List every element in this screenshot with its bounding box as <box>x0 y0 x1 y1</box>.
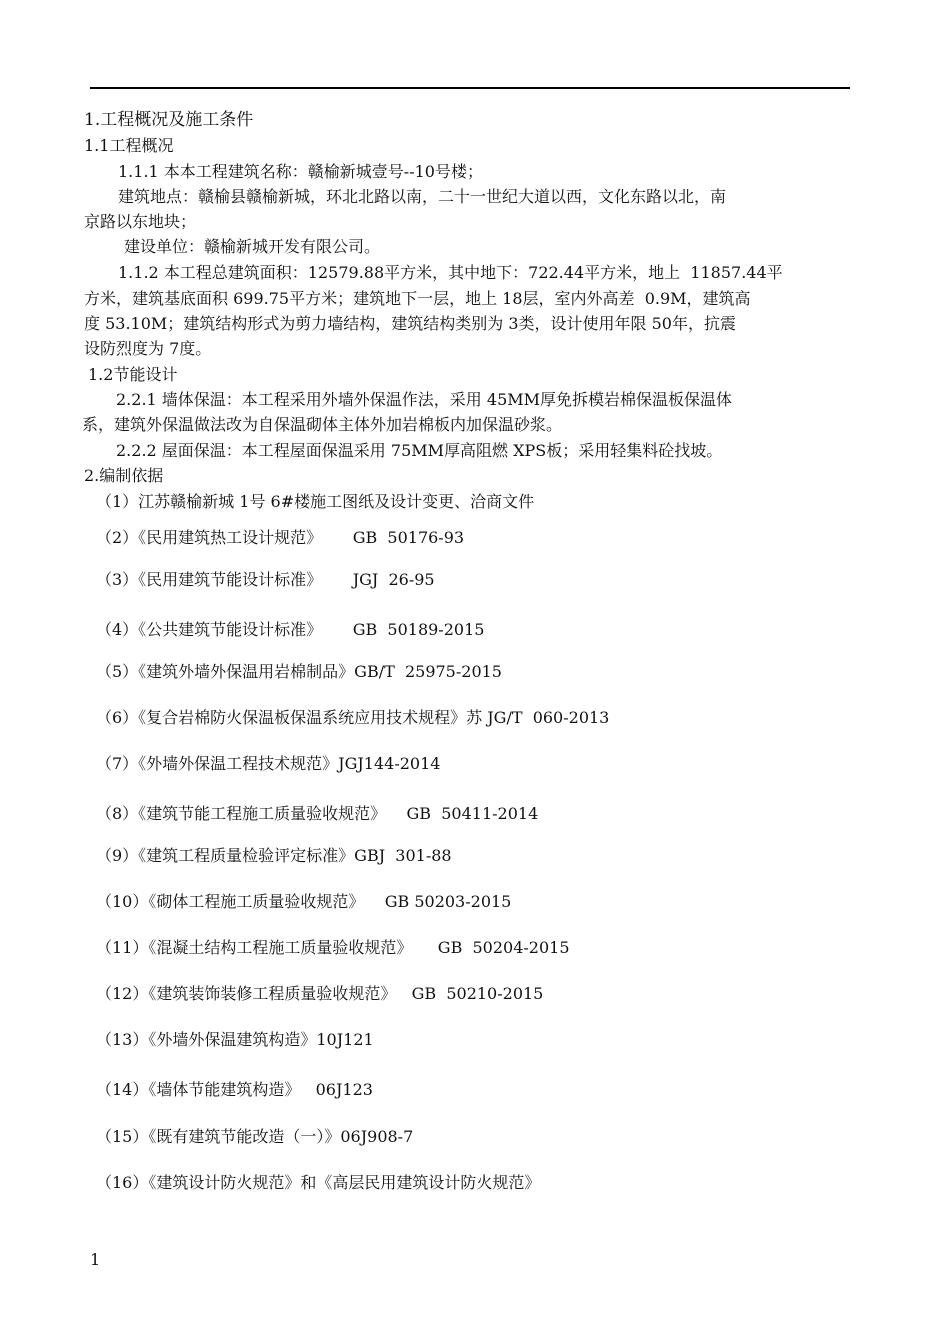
paragraph-2-2-1-line-1: 2.2.1 墙体保温：本工程采用外墙外保温作法，采用 45MM厚免拆模岩棉保温板保温体 <box>116 390 733 409</box>
paragraph-1-1-2-line-3: 度 53.10M；建筑结构形式为剪力墙结构，建筑结构类别为 3类，设计使用年限 50年，抗震 <box>84 314 736 333</box>
paragraph-1-1-1-location-1: 建筑地点：赣榆县赣榆新城，环北北路以南，二十一世纪大道以西，文化东路以北，南 <box>118 187 727 206</box>
paragraph-1-1-2-line-4: 设防烈度为 7度。 <box>84 339 212 358</box>
reference-item: （13）《外墙外保温建筑构造》10J121 <box>96 1030 374 1049</box>
paragraph-2-2-2: 2.2.2 屋面保温：本工程屋面保温采用 75MM厚高阻燃 XPS板；采用轻集料砼找坡。 <box>116 441 723 460</box>
reference-item: （1）江苏赣榆新城 1号 6#楼施工图纸及设计变更、洽商文件 <box>96 492 535 511</box>
reference-item: （15）《既有建筑节能改造（一）》06J908-7 <box>96 1127 414 1146</box>
reference-item: （14）《墙体节能建筑构造》 06J123 <box>96 1080 373 1099</box>
paragraph-1-1-2-line-1: 1.1.2 本工程总建筑面积：12579.88平方米，其中地下：722.44平方米，地上 11857.44平 <box>118 263 783 282</box>
paragraph-1-1-2-line-2: 方米，建筑基底面积 699.75平方米；建筑地下一层，地上 18层，室内外高差 0.9M，建筑高 <box>84 289 751 308</box>
section-1-1-title: 1.1工程概况 <box>84 136 174 155</box>
header-rule <box>90 87 850 89</box>
paragraph-1-1-1-name: 1.1.1 本本工程建筑名称：赣榆新城壹号--10号楼； <box>118 162 483 181</box>
paragraph-1-1-1-location-2: 京路以东地块； <box>84 212 197 231</box>
reference-item: （4）《公共建筑节能设计标准》 GB 50189-2015 <box>96 620 485 639</box>
paragraph-1-1-1-owner: 建设单位：赣榆新城开发有限公司。 <box>124 237 381 256</box>
section-1-2-title: 1.2节能设计 <box>88 365 178 384</box>
reference-item: （5）《建筑外墙外保温用岩棉制品》GB/T 25975-2015 <box>96 662 502 681</box>
reference-item: （3）《民用建筑节能设计标准》 JGJ 26-95 <box>96 570 435 589</box>
page-number: 1 <box>90 1250 101 1269</box>
reference-item: （10）《砌体工程施工质量验收规范》 GB 50203-2015 <box>96 892 512 911</box>
reference-item: （2）《民用建筑热工设计规范》 GB 50176-93 <box>96 528 465 547</box>
section-2-title: 2.编制依据 <box>84 466 164 485</box>
paragraph-2-2-1-line-2: 系，建筑外保温做法改为自保温砌体主体外加岩棉板内加保温砂浆。 <box>82 415 563 434</box>
reference-item: （16）《建筑设计防火规范》和《高层民用建筑设计防火规范》 <box>96 1173 541 1192</box>
reference-item: （9）《建筑工程质量检验评定标准》GBJ 301-88 <box>96 846 452 865</box>
reference-item: （8）《建筑节能工程施工质量验收规范》 GB 50411-2014 <box>96 804 539 823</box>
reference-item: （12）《建筑装饰装修工程质量验收规范》 GB 50210-2015 <box>96 984 544 1003</box>
reference-item: （7）《外墙外保温工程技术规范》JGJ144-2014 <box>96 754 441 773</box>
section-1-title: 1.工程概况及施工条件 <box>84 110 254 130</box>
reference-item: （6）《复合岩棉防火保温板保温系统应用技术规程》苏 JG/T 060-2013 <box>96 708 610 727</box>
reference-item: （11）《混凝土结构工程施工质量验收规范》 GB 50204-2015 <box>96 938 570 957</box>
